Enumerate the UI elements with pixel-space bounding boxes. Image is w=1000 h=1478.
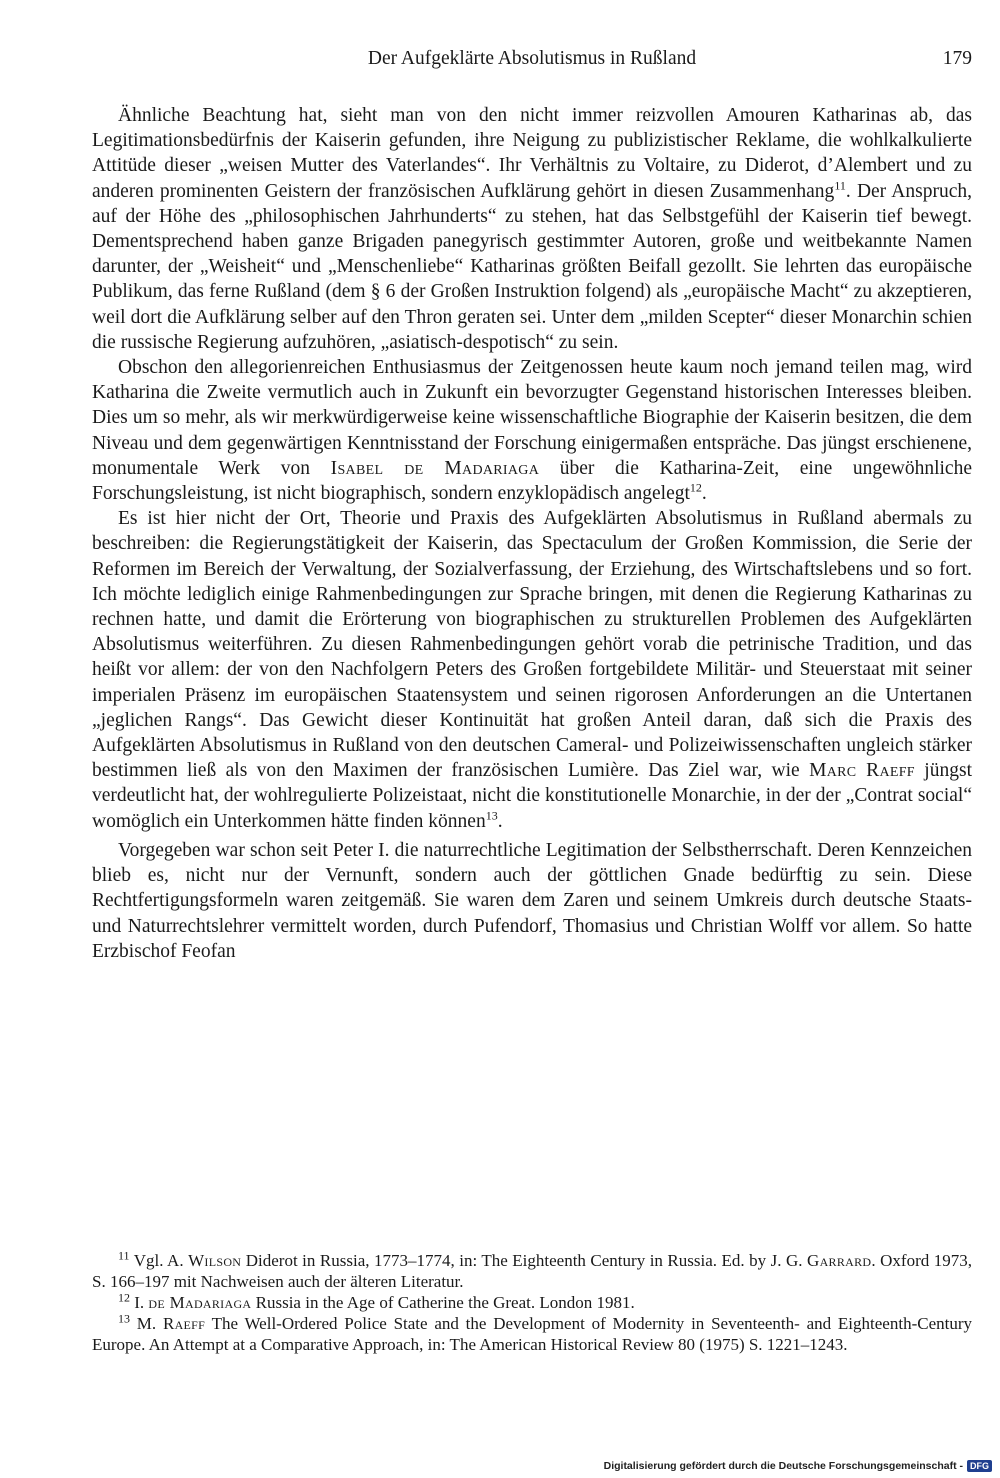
page-header: [92, 48, 972, 78]
author-name: Isabel de Madariaga: [330, 457, 540, 479]
footnote-13: $^{13}$ M. Raeff The Well-Ordered Police State and the Development of Modernity in Seventeenth- and Eighteenth-Century Europe. An Attempt at a Comparative Approach, in: The American Historical Review 80 (1975) S. 1221–1243.: [92, 1311, 972, 1354]
paragraph-3: Es ist hier nicht der Ort, Theorie und Praxis des Aufgeklärten Absolutismus in Rußland abermals zu beschreiben: die Regierungstätigkeit der Kaiserin, das Spectaculum der Großen Kommission, die Serie der Reformen im Bereich der Verwaltung, der Sozialverfassung, der Erziehung, des Wirtschaftslebens und so fort. Ich möchte lediglich einige Rahmenbedingungen zur Sprache bringen, mit denen die Regierung Katharinas zu rechnen hatte, und damit die Erörterung von biographischen zu strukturellen Problemen des Aufgeklärten Absolutismus weiterführen. Zu diesen Rahmenbedingungen gehört vorab die petrinische Tradition, und das heißt vor allem: der von den Nachfolgern Peters des Großen fortgebildete Militär- und Steuerstaat mit seiner imperialen Präsenz im europäischen Staatensystem und seinen rigorosen Anforderungen an die Untertanen „jeglichen Rangs“. Das Gewicht dieser Kontinuität hat großen Anteil daran, daß sich die Praxis des Aufgeklärten Absolutismus in Rußland von den deutschen Cameral- und Polizeiwissenschaften ungleich stärker bestimmen ließ als von den Maximen der französischen Lumière. Das Ziel war, wie Marc Raeff jüngst verdeutlicht hat, der wohlregulierte Polizeistaat, nicht die konstitutionelle Monarchie, in der der „Contrat social“ womöglich ein Unterkommen hätte finden können$^{13}$.: [92, 508, 972, 832]
main-text: [92, 103, 972, 964]
footnote-12: $^{12}$ I. de Madariaga Russia in the Age of Catherine the Great. London 1981.: [118, 1290, 635, 1312]
author-name: Marc Raeff: [809, 760, 915, 782]
dfg-logo-icon: DFG: [967, 1460, 992, 1472]
credit-text: Digitalisierung gefördert durch die Deutsche Forschungsgemeinschaft -: [603, 1460, 963, 1472]
footnote-ref-11: 11: [834, 178, 846, 193]
paragraph-2: Obschon den allegorienreichen Enthusiasmus der Zeitgenossen heute kaum noch jemand teilen mag, wird Katharina die Zweite vermutlich auch in Zukunft ein bevorzugter Gegenstand historischen Interesses bleiben. Dies um so mehr, als wir merkwürdigerweise keine wissenschaftliche Biographie der Kaiserin besitzen, die dem Niveau und dem gegenwärtigen Kenntnisstand der Forschung einigermaßen entspräche. Das jüngst erschienene, monumentale Werk von Isabel de Madariaga über die Katharina-Zeit, eine ungewöhnliche Forschungsleistung, ist nicht biographisch, sondern enzyklopädisch angelegt$^{12}$.: [92, 357, 972, 505]
footnote-11: $^{11}$ Vgl. A. Wilson Diderot in Russia, 1773–1774, in: The Eighteenth Century in Russia. Ed. by J. G. Garrard. Oxford 1973, S. 166–197 mit Nachweisen auch der älteren Literatur.: [92, 1248, 972, 1291]
running-title: Der Aufgeklärte Absolutismus in Rußland: [367, 48, 697, 69]
paragraph-4: Vorgegeben war schon seit Peter I. die naturrechtliche Legitimation der Selbstherrschaft. Deren Kennzeichen blieb es, nicht nur der Vernunft, sondern auch der göttlichen Gnade bedürftig zu sein. Diese Rechtfertigungsformeln waren zeitgemäß. Sie waren dem Zaren und seinem Umkreis durch deutsche Staats- und Naturrechtslehrer vermittelt worden, durch Pufendorf, Thomasius und Christian Wolff vor allem. So hatte Erzbischof Feofan: [92, 839, 972, 962]
footnote-ref-13: 13: [485, 808, 498, 823]
page-number: 179: [942, 48, 972, 69]
footnotes: [92, 1250, 972, 1355]
footnote-ref-12: 12: [689, 480, 702, 495]
paragraph-1: Ähnliche Beachtung hat, sieht man von den nicht immer reizvollen Amouren Katharinas ab, das Legitimationsbedürfnis der Kaiserin gefunden, ihre Neigung zu publizistischer Reklame, die wohlkalkulierte Attitüde dieser „weisen Mutter des Vaterlandes“. Ihr Verhältnis zu Voltaire, zu Diderot, d’Alembert und zu anderen prominenten Geistern der französischen Aufklärung gehört in diesen Zusammenhang$^{11}$. Der Anspruch, auf der Höhe des „philosophischen Jahrhunderts“ zu stehen, hat das Selbstgefühl der Kaiserin tief bewegt. Dementsprechend haben ganze Brigaden panegyrisch gestimmter Autoren, große und weitbekannte Namen darunter, der „Weisheit“ und „Menschenliebe“ Katharinas größten Beifall gezollt. Sie lehrten das europäische Publikum, das ferne Rußland (dem § 6 der Großen Instruktion folgend) als „europäische Macht“ zu akzeptieren, weil dort die Aufklärung selber auf den Thron geraten sei. Unter dem „milden Scepter“ dieser Monarchin schien die russische Regierung aufzuhören, „asiatisch-despotisch“ zu sein.: [92, 105, 972, 353]
digitization-credit: [604, 1460, 992, 1472]
